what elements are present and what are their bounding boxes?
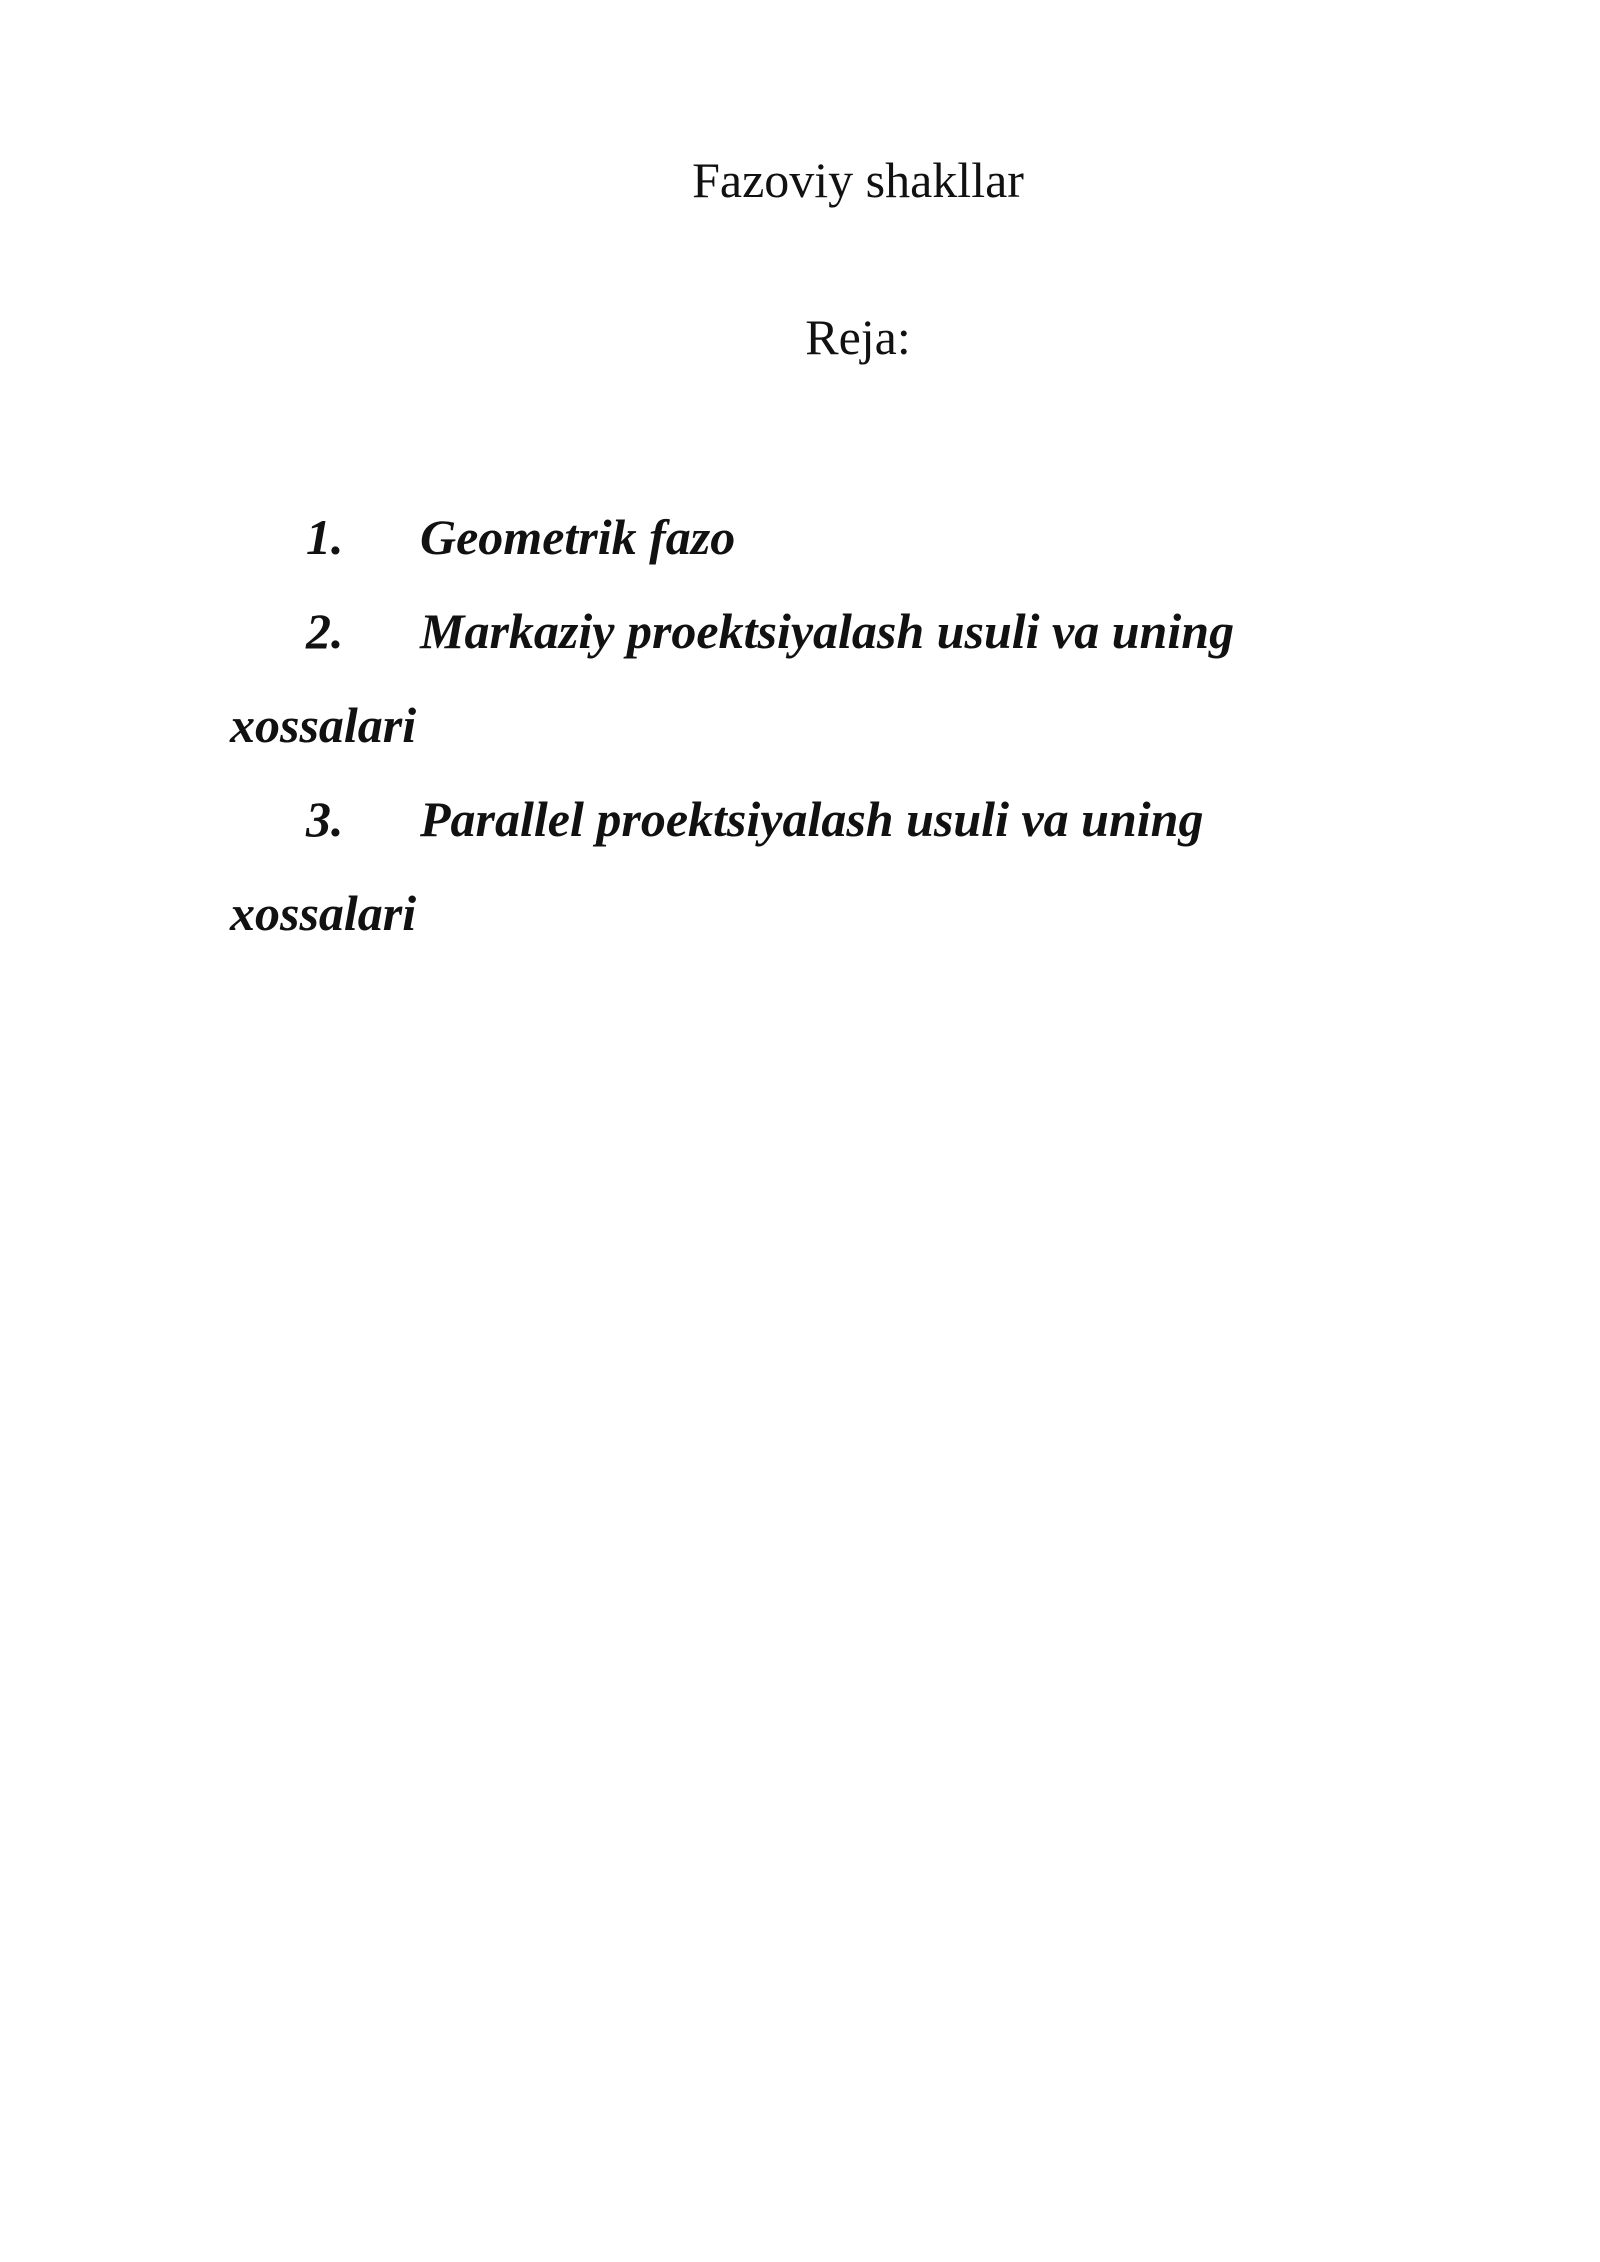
plan-item-continuation: xossalari [230,697,417,753]
plan-item-line [230,490,1380,584]
plan-list [230,490,1380,960]
plan-item-number: 2. [306,603,344,659]
plan-item-text: Geometrik fazo [420,509,736,565]
plan-item-1 [230,490,1380,584]
plan-item-number: 1. [306,509,344,565]
plan-item-text: Parallel proektsiyalash usuli va uning [420,791,1204,847]
plan-heading: Reja: [805,309,911,365]
plan-item-2 [230,584,1380,772]
plan-item-continuation: xossalari [230,885,417,941]
document-title: Fazoviy shakllar [692,152,1024,208]
plan-item-number: 3. [306,791,344,847]
plan-item-line [230,772,1380,866]
plan-item-line [230,584,1380,678]
plan-item-3 [230,772,1380,960]
plan-item-text: Markaziy proektsiyalash usuli va uning [420,603,1235,659]
